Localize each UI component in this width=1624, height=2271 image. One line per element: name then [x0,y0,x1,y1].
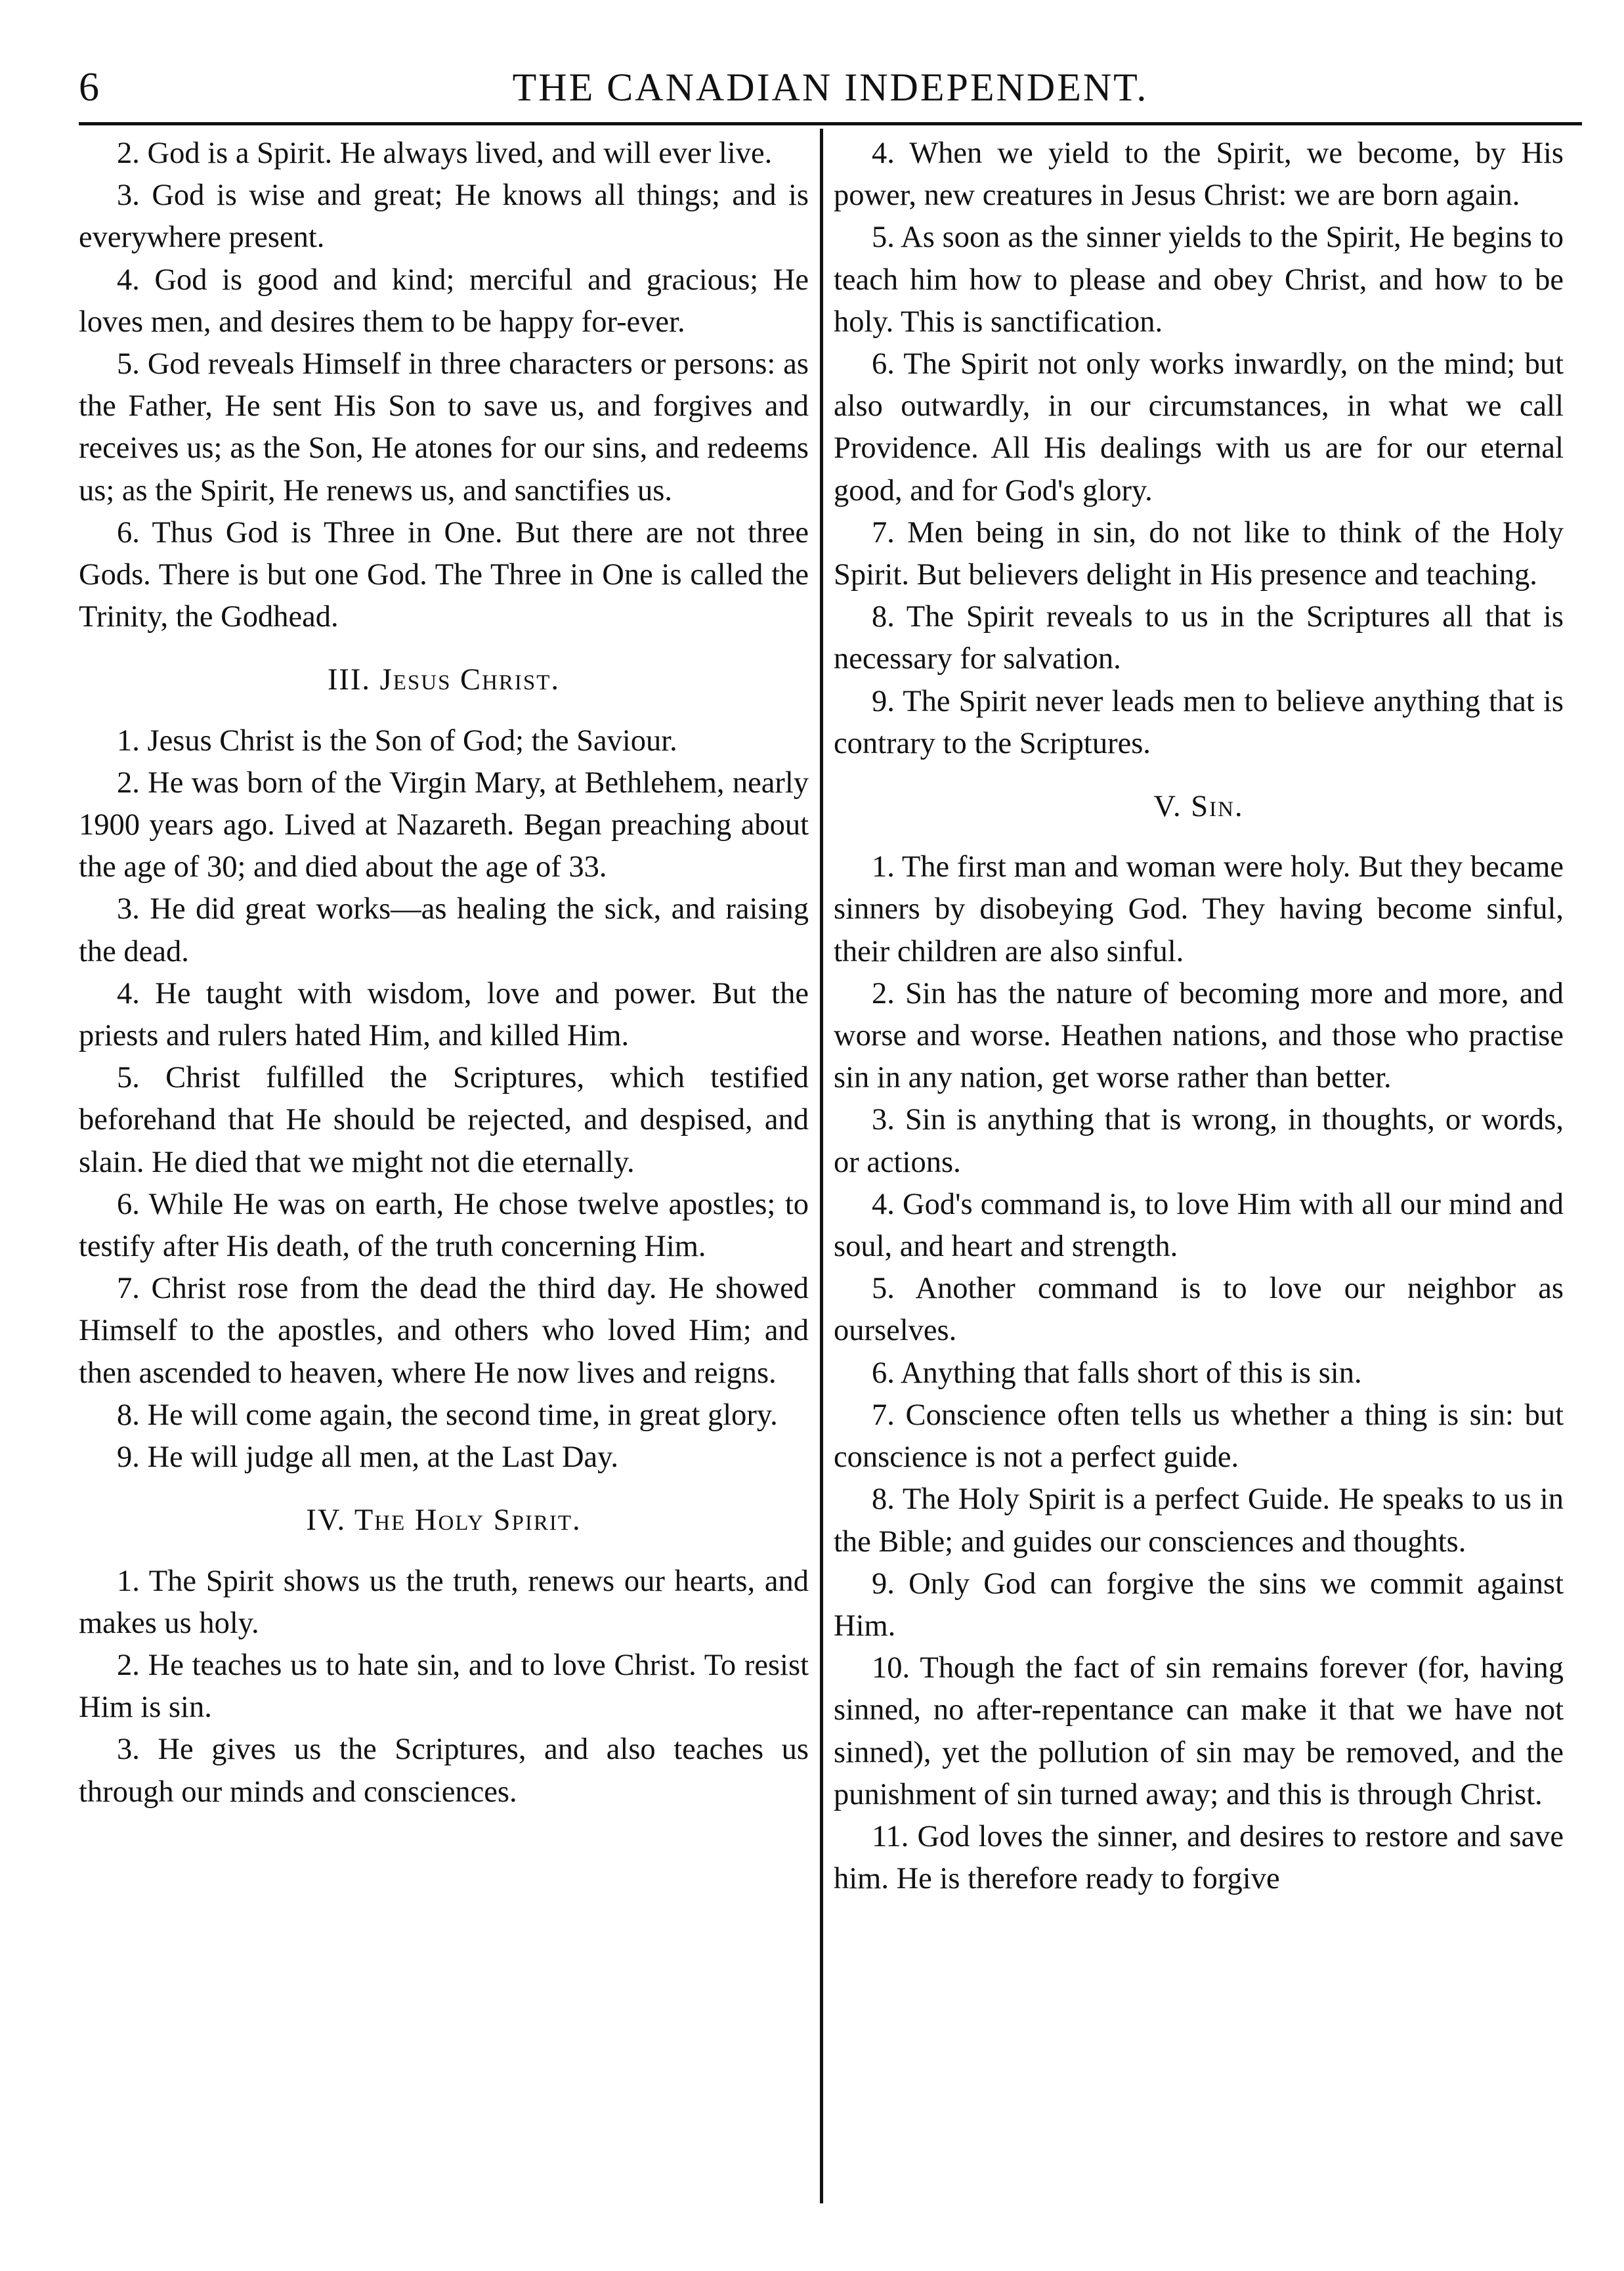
paragraph: 3. He gives us the Scriptures, and also teaches us through our minds and consciences. [79,1733,809,1809]
paragraph: 9. He will judge all men, at the Last Day. [117,1440,619,1475]
paragraph: 4. God is good and kind; merciful and gracious; He loves men, and desires them to be happy for-ever. [79,263,809,339]
header-rule [79,122,1582,125]
paragraph: 2. Sin has the nature of becoming more and more, and worse and worse. Heathen nations, and those who practise sin in any nation, get worse rather than better. [834,976,1564,1095]
paragraph: 6. Thus God is Three in One. But there are not three Gods. There is but one God. The Three in One is called the Trinity, the Godhead. [79,515,809,634]
page-number: 6 [79,65,99,110]
paragraph: 7. Christ rose from the dead the third day. He showed Himself to the apostles, and others who loved Him; and then ascended to heaven, where He now lives and reigns. [79,1272,809,1390]
column-divider [820,129,823,2203]
paragraph: 2. He was born of the Virgin Mary, at Bethlehem, nearly 1900 years ago. Lived at Nazareth. Began preaching about the age of 30; and died about the age of 33. [79,766,809,884]
paragraph: 5. As soon as the sinner yields to the Spirit, He begins to teach him how to please and obey Christ, and how to be holy. This is sanctification. [834,221,1564,339]
newspaper-title: THE CANADIAN INDEPENDENT. [512,66,1149,109]
paragraph: 8. The Holy Spirit is a perfect Guide. He speaks to us in the Bible; and guides our consciences and thoughts. [834,1482,1564,1559]
paragraph: 3. God is wise and great; He knows all things; and is everywhere present. [79,179,809,255]
right-column [834,133,1564,1900]
paragraph: 4. He taught with wisdom, love and power. But the priests and rulers hated Him, and killed Him. [79,976,809,1053]
paragraph: 1. The first man and woman were holy. But they became sinners by disobeying God. They having become sinful, their children are also sinful. [834,850,1564,968]
paragraph: 9. The Spirit never leads men to believe anything that is contrary to the Scriptures. [834,684,1564,760]
paragraph: 7. Men being in sin, do not like to think of the Holy Spirit. But believers delight in His presence and teaching. [834,515,1564,592]
paragraph: 6. The Spirit not only works inwardly, on the mind; but also outwardly, in our circumstances, in what we call Providence. All His dealings with us are for our eternal good, and for God's glory. [834,347,1564,508]
paragraph: 7. Conscience often tells us whether a thing is sin: but conscience is not a perfect guide. [834,1398,1564,1475]
paragraph: 1. Jesus Christ is the Son of God; the Saviour. [117,724,677,758]
paragraph: 3. Sin is anything that is wrong, in thoughts, or words, or actions. [834,1103,1564,1179]
paragraph: 11. God loves the sinner, and desires to restore and save him. He is therefore ready to forgive [834,1819,1564,1896]
page-header [79,60,1582,114]
paragraph: 1. The Spirit shows us the truth, renews our hearts, and makes us holy. [79,1564,809,1640]
paragraph: 10. Though the fact of sin remains forever (for, having sinned, no after-repentance can make it that we have not sinned), yet the pollution of sin may be removed, and the punishment of sin turned away; and this is through Christ. [834,1651,1564,1811]
paragraph: 3. He did great works—as healing the sick, and raising the dead. [79,892,809,968]
paragraph: 8. He will come again, the second time, in great glory. [117,1398,778,1432]
paragraph: 6. While He was on earth, He chose twelve apostles; to testify after His death, of the truth concerning Him. [79,1187,809,1264]
paragraph: 5. God reveals Himself in three characters or persons: as the Father, He sent His Son to save us, and forgives and receives us; as the Son, He atones for our sins, and redeems us; as the Spirit, He renews us, and sanctifies us. [79,347,809,508]
paragraph: 8. The Spirit reveals to us in the Scriptures all that is necessary for salvation. [834,600,1564,676]
paragraph: 5. Another command is to love our neighbor as ourselves. [834,1272,1564,1348]
paragraph: 4. God's command is, to love Him with all our mind and soul, and heart and strength. [834,1187,1564,1264]
section-heading: V. Sin. [1153,790,1244,824]
paragraph: 6. Anything that falls short of this is sin. [872,1356,1362,1390]
paragraph: 2. He teaches us to hate sin, and to love Christ. To resist Him is sin. [79,1648,809,1725]
paragraph: 9. Only God can forgive the sins we commit against Him. [834,1567,1564,1643]
left-column [79,133,809,1813]
paragraph: 2. God is a Spirit. He always lived, and will ever live. [117,137,773,170]
paragraph: 4. When we yield to the Spirit, we become, by His power, new creatures in Jesus Christ: we are born again. [834,137,1564,213]
section-heading: IV. The Holy Spirit. [306,1503,582,1538]
section-heading: III. Jesus Christ. [327,663,561,697]
paragraph: 5. Christ fulfilled the Scriptures, which testified beforehand that He should be rejected, and despised, and slain. He died that we might not die eternally. [79,1061,809,1179]
